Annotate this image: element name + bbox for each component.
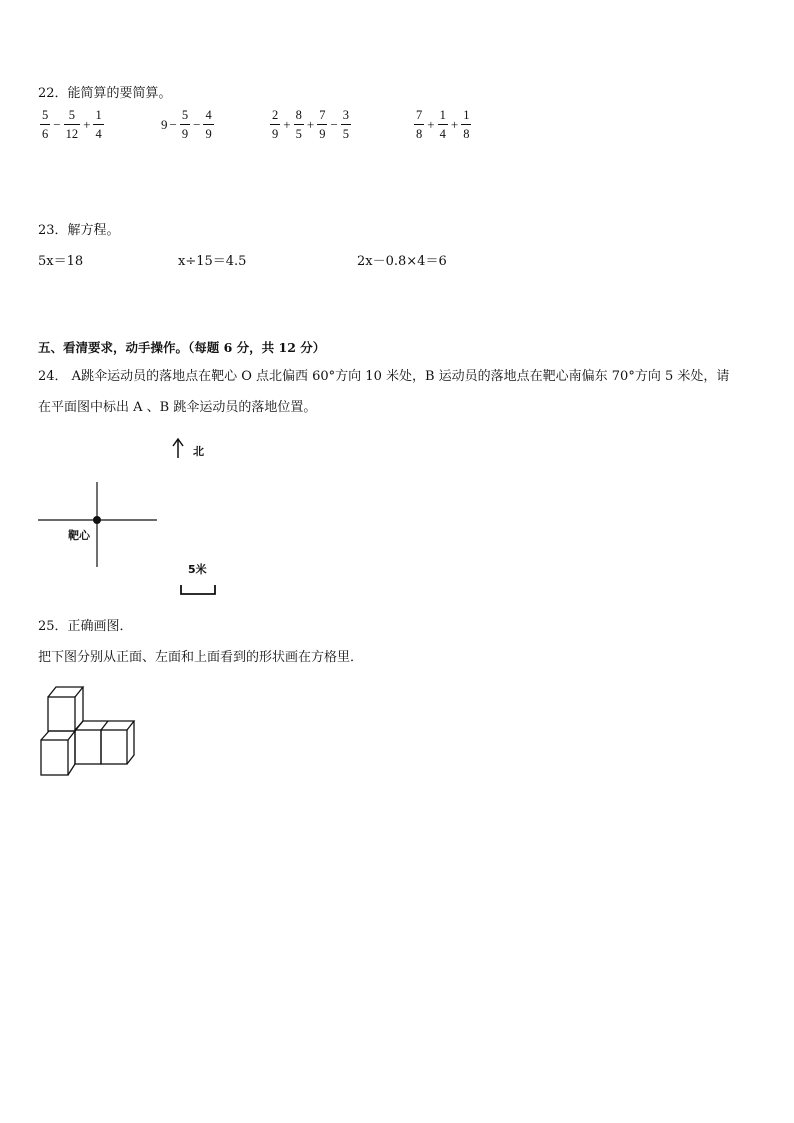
q23-equation-1: 5x＝18	[38, 254, 84, 269]
q24-text-line-1: 24． A跳伞运动员的落地点在靶心 O 点北偏西 60°方向 10 米处，B 运动员的落地点在靶心南偏东 70°方向 5 米处，请	[38, 369, 730, 384]
fraction: $\frac{1}{4}$	[439, 108, 446, 141]
operator: +	[83, 116, 91, 132]
q24-text-line-2: 在平面图中标出 A 、B 跳伞运动员的落地位置。	[38, 400, 317, 415]
fraction: $\frac{8}{5}$	[295, 108, 302, 141]
operator: +	[427, 116, 435, 132]
fraction: $\frac{1}{8}$	[463, 108, 470, 141]
scale-label: 5米	[188, 563, 207, 576]
fraction: $\frac{5}{9}$	[181, 108, 189, 141]
fraction: $\frac{1}{4}$	[95, 108, 102, 141]
north-label: 北	[193, 445, 204, 458]
operator: −	[169, 116, 177, 132]
q23-title: 23．解方程。	[38, 223, 120, 238]
whole-number: 9	[161, 116, 168, 132]
operator: −	[330, 116, 338, 132]
q25-title: 25．正确画图．	[38, 619, 133, 634]
cube-stack-figure	[41, 687, 134, 775]
operator: −	[53, 116, 61, 132]
fraction: $\frac{2}{9}$	[272, 108, 279, 141]
fraction: $\frac{7}{8}$	[416, 108, 423, 141]
fraction: $\frac{7}{9}$	[319, 108, 326, 141]
q22-title: 22．能简算的要简算。	[38, 86, 172, 101]
scale-bar	[181, 585, 215, 594]
fraction: $\frac{4}{9}$	[205, 108, 212, 141]
fraction: $\frac{3}{5}$	[342, 108, 350, 141]
north-arrow-icon	[173, 439, 183, 458]
fraction: $\frac{5}{12}$	[65, 108, 79, 141]
operator: +	[306, 116, 315, 132]
q25-instruction: 把下图分别从正面、左面和上面看到的形状画在方格里．	[38, 650, 364, 665]
q23-equation-3: 2x－0.8×4＝6	[357, 254, 447, 269]
target-center-point	[93, 516, 101, 524]
operator: −	[193, 116, 201, 132]
section-5-heading: 五、看清要求，动手操作。（每题 6 分，共 12 分）	[38, 340, 326, 355]
operator: +	[450, 116, 459, 132]
target-center-label: 靶心	[68, 529, 90, 542]
operator: +	[283, 116, 291, 132]
fraction: $\frac{5}{6}$	[42, 108, 49, 141]
q23-equation-2: x÷15＝4.5	[178, 254, 247, 269]
